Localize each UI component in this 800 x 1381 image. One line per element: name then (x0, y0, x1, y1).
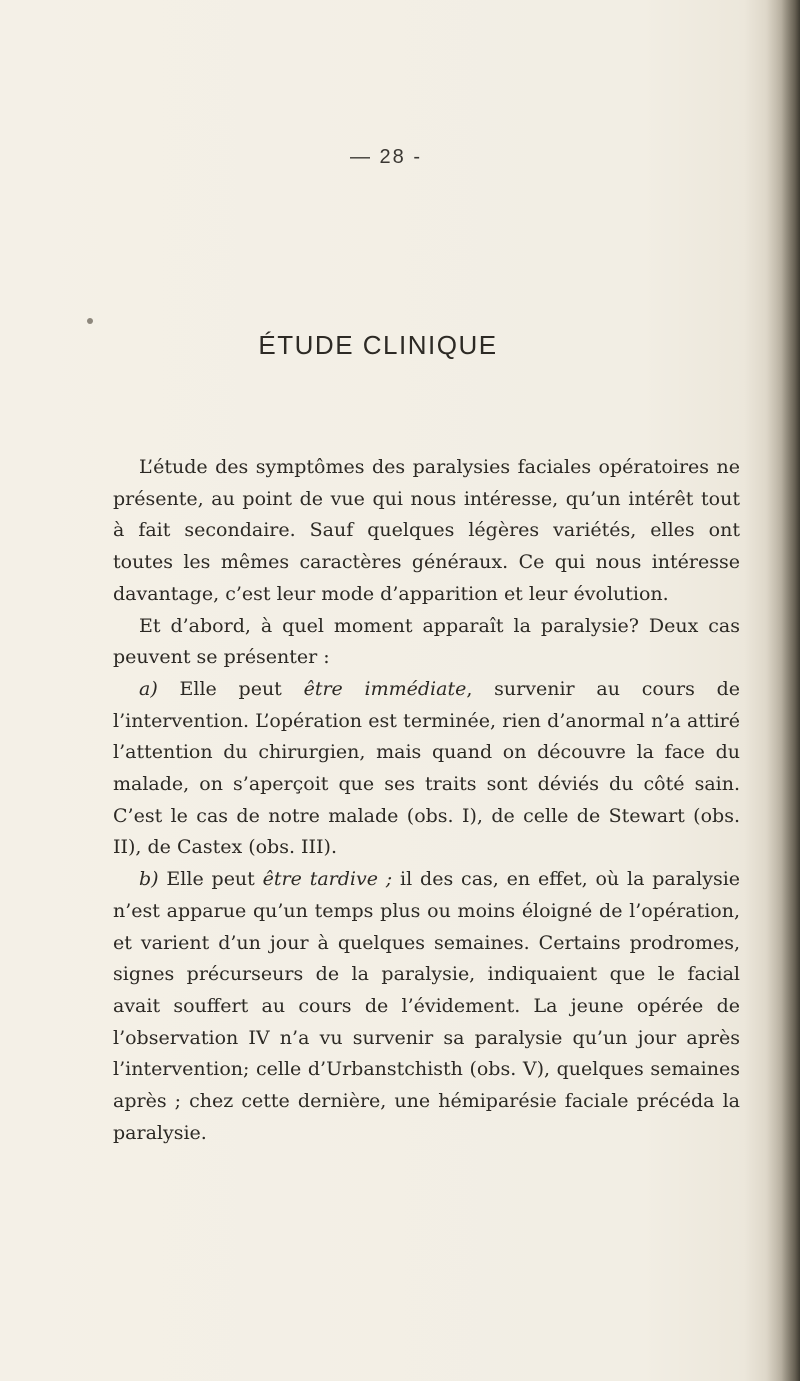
page-number: — 28 - (349, 146, 423, 168)
case-b-lead: Elle peut (158, 868, 263, 891)
case-a-marker: a) (139, 677, 158, 700)
case-b-body: il des cas, en effet, où la paralysie n’est apparue qu’un temps plus ou moins éloigné de l’opération, et varient d’un jour à quelques semaines. Certains prodromes, signes précurseurs de la paralysie, indiquaient que le facial avait souffert au cours de l’évidement. La jeune opérée de l’observation IV n’a vu survenir sa paralysie qu’un jour après l’intervention; celle d’Urbanstchisth (obs. V), quelques semaines après ; chez cette dernière, une hémiparésie faciale précéda la paralysie. (113, 868, 741, 1144)
case-b-marker: b) (139, 868, 159, 891)
case-a-body: , survenir au cours de l’intervention. L’opération est terminée, rien d’anormal n’a attiré l’attention du chirurgien, mais quand on découvre la face du malade, on s’aperçoit que ses traits sont déviés du côté sain. C’est le cas de notre malade (obs. I), de celle de Stewart (obs. II), de Castex (obs. III). (113, 677, 741, 859)
paragraph-question: Et d’abord, à quel moment apparaît la paralysie? Deux cas peuvent se présenter : (113, 614, 740, 669)
section-heading: ÉTUDE CLINIQUE (258, 330, 498, 360)
body-text (113, 452, 740, 1149)
case-b-emphasis: être tardive ; (262, 868, 393, 891)
paper-speck (87, 318, 93, 324)
case-a-emphasis: être immédiate (303, 677, 467, 700)
page-edge-shadow (766, 0, 800, 1381)
paragraph-case-a (113, 674, 740, 864)
paragraph-case-b (113, 864, 740, 1149)
paragraph-intro: L’étude des symptômes des paralysies faciales opératoires ne présente, au point de vue qui nous intéresse, qu’un intérêt tout à fait secondaire. Sauf quelques légères variétés, elles ont toutes les mêmes caractères généraux. Ce qui nous intéresse davantage, c’est leur mode d’apparition et leur évolution. (113, 456, 740, 605)
case-a-lead: Elle peut (157, 677, 304, 700)
